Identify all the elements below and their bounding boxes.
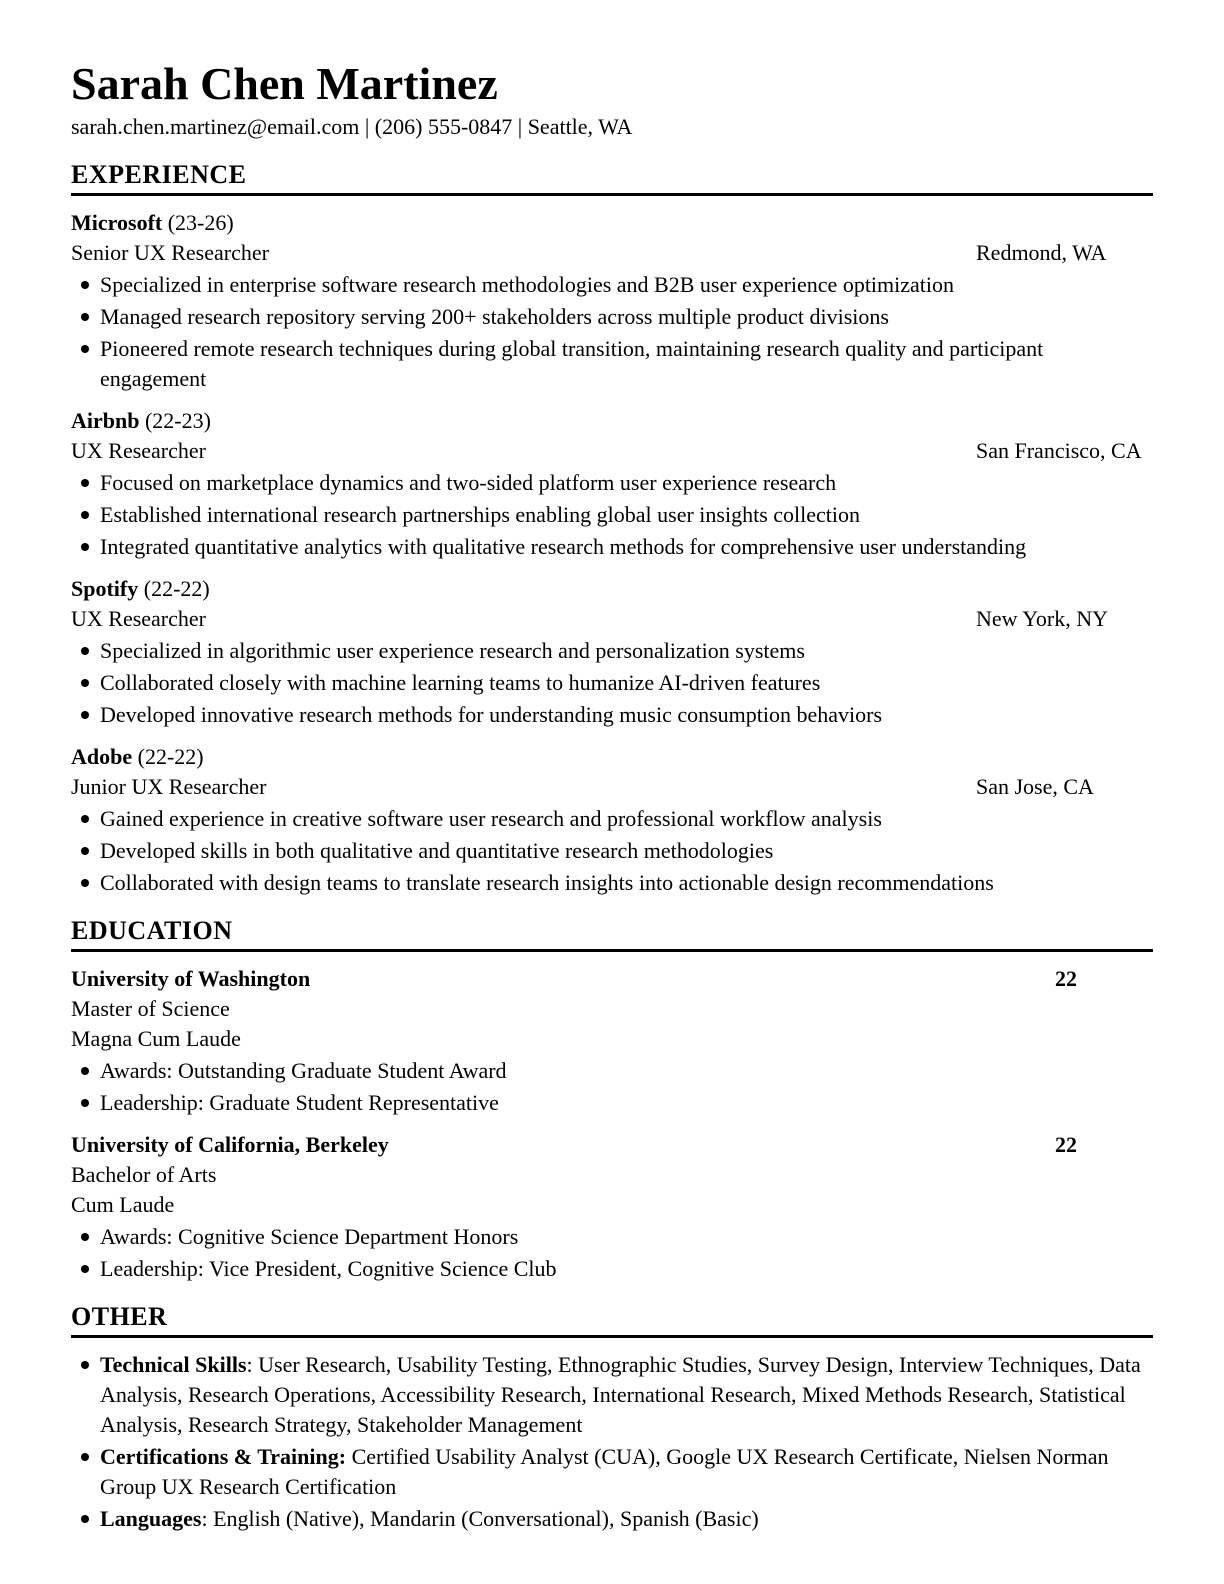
job-bullet-list bbox=[71, 468, 1153, 562]
job-location: Redmond, WA bbox=[976, 240, 1107, 265]
job-location: New York, NY bbox=[976, 606, 1109, 631]
other-bullet-list bbox=[71, 1350, 1153, 1534]
other-item-label: Technical Skills bbox=[100, 1352, 247, 1377]
company-name: Adobe bbox=[71, 744, 133, 769]
graduation-year: 22 bbox=[1055, 966, 1077, 991]
job-location: San Francisco, CA bbox=[976, 438, 1142, 463]
job-entry-airbnb bbox=[71, 406, 1153, 562]
job-bullet: Focused on marketplace dynamics and two-sided platform user experience research bbox=[71, 468, 1153, 498]
job-entry-spotify bbox=[71, 574, 1153, 730]
job-bullet: Developed innovative research methods for understanding music consumption behaviors bbox=[71, 700, 1153, 730]
degree: Bachelor of Arts bbox=[71, 1162, 217, 1187]
job-title: Junior UX Researcher bbox=[71, 774, 267, 799]
job-bullet: Collaborated closely with machine learning teams to humanize AI-driven features bbox=[71, 668, 1153, 698]
section-heading-other: OTHER bbox=[71, 1302, 1153, 1338]
candidate-name: Sarah Chen Martinez bbox=[71, 58, 498, 109]
school-bullet: Awards: Outstanding Graduate Student Award bbox=[71, 1056, 1153, 1086]
company-name: Airbnb bbox=[71, 408, 140, 433]
other-section-body bbox=[71, 1350, 1153, 1534]
honors: Cum Laude bbox=[71, 1192, 175, 1217]
job-bullet: Specialized in enterprise software research methodologies and B2B user experience optimization bbox=[71, 270, 1153, 300]
section-heading-experience: EXPERIENCE bbox=[71, 160, 1153, 196]
other-item-text: : User Research, Usability Testing, Ethnographic Studies, Survey Design, Interview Techniques, Data Analysis, Research Operations, Accessibility Research, International Research, Mixed Methods Research, Statistical Analysis, Research Strategy, Stakeholder Management bbox=[100, 1352, 1141, 1437]
job-title: UX Researcher bbox=[71, 606, 206, 631]
job-bullet: Collaborated with design teams to translate research insights into actionable design recommendations bbox=[71, 868, 1153, 898]
job-heading bbox=[71, 742, 1153, 772]
other-bullet-languages bbox=[71, 1504, 1153, 1534]
other-item-text: Certified Usability Analyst (CUA), Google UX Research Certificate, Nielsen Norman Group UX Research Certification bbox=[100, 1444, 1109, 1499]
job-title: UX Researcher bbox=[71, 438, 206, 463]
job-bullet: Integrated quantitative analytics with qualitative research methods for comprehensive user understanding bbox=[71, 532, 1153, 562]
job-bullet-list bbox=[71, 636, 1153, 730]
honors: Magna Cum Laude bbox=[71, 1026, 241, 1051]
school-entry-uw bbox=[71, 964, 1153, 1118]
school-bullet-list bbox=[71, 1056, 1153, 1118]
job-bullet: Specialized in algorithmic user experience research and personalization systems bbox=[71, 636, 1153, 666]
other-item-label: Certifications & Training: bbox=[100, 1444, 347, 1469]
other-bullet-technical-skills bbox=[71, 1350, 1153, 1440]
school-heading bbox=[71, 1130, 1153, 1160]
school-bullet: Awards: Cognitive Science Department Honors bbox=[71, 1222, 1153, 1252]
job-dates: (23-26) bbox=[167, 210, 234, 235]
job-bullet: Developed skills in both qualitative and quantitative research methodologies bbox=[71, 836, 1153, 866]
school-bullet: Leadership: Graduate Student Representative bbox=[71, 1088, 1153, 1118]
section-heading-education: EDUCATION bbox=[71, 916, 1153, 952]
job-subheading bbox=[71, 772, 1153, 802]
school-name: University of Washington bbox=[71, 966, 311, 991]
contact-info: sarah.chen.martinez@email.com | (206) 555-0847 | Seattle, WA bbox=[71, 114, 633, 139]
job-location: San Jose, CA bbox=[976, 774, 1094, 799]
degree: Master of Science bbox=[71, 996, 230, 1021]
school-heading bbox=[71, 964, 1153, 994]
job-bullet: Gained experience in creative software user research and professional workflow analysis bbox=[71, 804, 1153, 834]
other-item-text: : English (Native), Mandarin (Conversational), Spanish (Basic) bbox=[201, 1506, 759, 1531]
company-name: Microsoft bbox=[71, 210, 163, 235]
job-subheading bbox=[71, 604, 1153, 634]
school-bullet: Leadership: Vice President, Cognitive Science Club bbox=[71, 1254, 1153, 1284]
job-entry-adobe bbox=[71, 742, 1153, 898]
company-name: Spotify bbox=[71, 576, 139, 601]
job-subheading bbox=[71, 436, 1153, 466]
other-item-label: Languages bbox=[100, 1506, 202, 1531]
job-entry-microsoft bbox=[71, 208, 1153, 394]
job-bullet: Established international research partnerships enabling global user insights collection bbox=[71, 500, 1153, 530]
job-heading bbox=[71, 208, 1153, 238]
job-dates: (22-22) bbox=[143, 576, 210, 601]
job-dates: (22-22) bbox=[137, 744, 204, 769]
job-heading bbox=[71, 406, 1153, 436]
job-dates: (22-23) bbox=[144, 408, 211, 433]
job-bullet: Managed research repository serving 200+ stakeholders across multiple product divisions bbox=[71, 302, 1153, 332]
job-title: Senior UX Researcher bbox=[71, 240, 269, 265]
school-name: University of California, Berkeley bbox=[71, 1132, 389, 1157]
other-bullet-certifications bbox=[71, 1442, 1153, 1502]
school-entry-berkeley bbox=[71, 1130, 1153, 1284]
job-bullet-list bbox=[71, 270, 1153, 394]
job-bullet-list bbox=[71, 804, 1153, 898]
job-bullet: Pioneered remote research techniques during global transition, maintaining research quality and participant engagement bbox=[71, 334, 1153, 394]
school-bullet-list bbox=[71, 1222, 1153, 1284]
graduation-year: 22 bbox=[1055, 1132, 1077, 1157]
job-heading bbox=[71, 574, 1153, 604]
job-subheading bbox=[71, 238, 1153, 268]
